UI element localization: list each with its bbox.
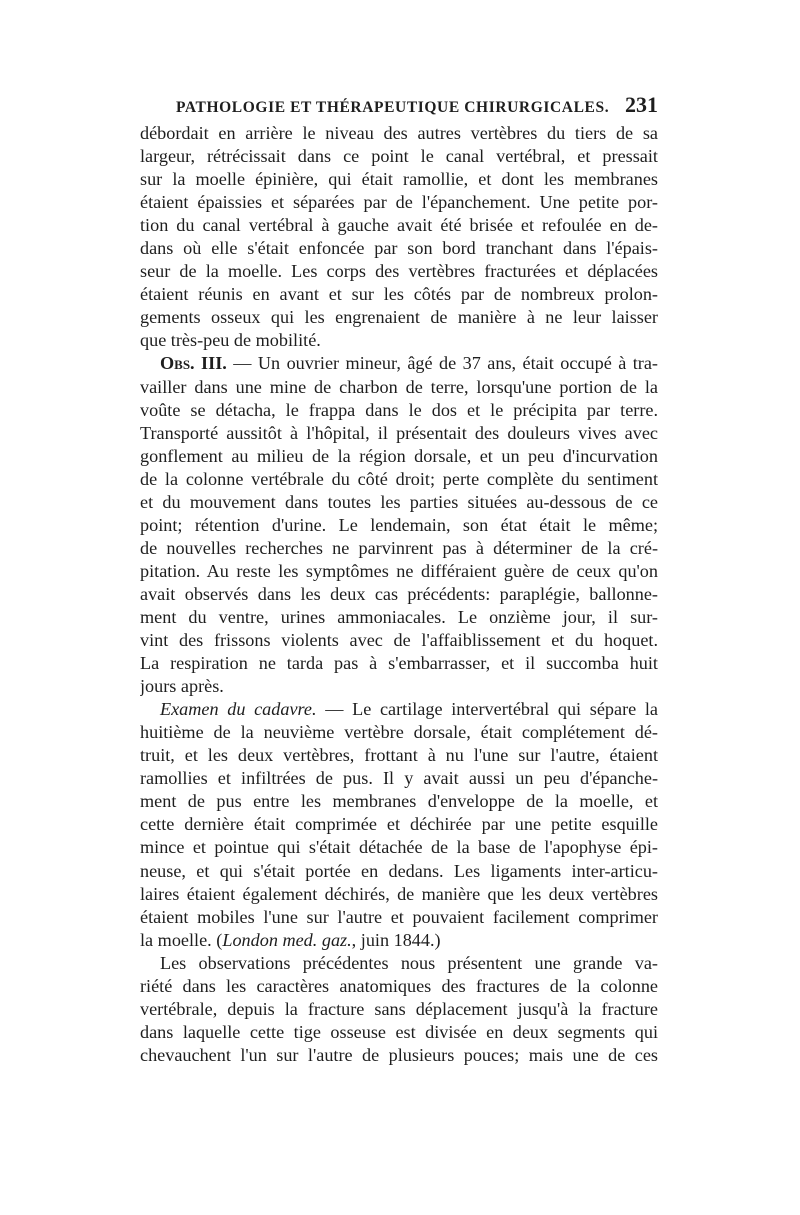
text-line: ramollies et infiltrées de pus. Il y avait aussi un peu d'épanche-: [140, 768, 658, 789]
text-line: laires étaient également déchirés, de manière que les deux vertèbres: [140, 883, 658, 904]
text-line: riété dans les caractères anatomiques des fractures de la colonne: [140, 975, 658, 996]
text-line: neuse, et qui s'était portée en dedans. Les ligaments inter-articu-: [140, 860, 658, 881]
text-line: avait observés dans les deux cas précédents: paraplégie, ballonne-: [140, 583, 658, 604]
text-line: étaient mobiles l'une sur l'autre et pouvaient facilement comprimer: [140, 906, 658, 927]
text-line: chevauchent l'un sur l'autre de plusieurs pouces; mais une de ces: [140, 1044, 658, 1065]
book-page: [140, 92, 658, 1067]
text-line: jours après.: [140, 676, 224, 697]
text-line: ment de pus entre les membranes d'enveloppe de la moelle, et: [140, 791, 658, 812]
text-line: vertébrale, depuis la fracture sans déplacement jusqu'à la fracture: [140, 998, 658, 1019]
text-line: ment du ventre, urines ammoniacales. Le onzième jour, il sur-: [140, 606, 658, 627]
text-line: La respiration ne tarda pas à s'embarrasser, et il succomba huit: [140, 653, 658, 674]
text-line: vint des frissons violents avec de l'affaiblissement et du hoquet.: [140, 630, 658, 651]
text-line: dans où elle s'était enfoncée par son bord tranchant dans l'épais-: [140, 238, 658, 259]
text-line: largeur, rétrécissait dans ce point le canal vertébral, et pressait: [140, 146, 658, 167]
text-line: voûte se détacha, le frappa dans le dos et le précipita par terre.: [140, 399, 658, 420]
citation: London med. gaz.: [222, 929, 352, 950]
text-line: débordait en arrière le niveau des autres vertèbres du tiers de sa: [140, 123, 658, 143]
text-line: cette dernière était comprimée et déchirée par une petite esquille: [140, 814, 658, 835]
observation-label: Obs. III.: [160, 353, 227, 374]
text-line: vailler dans une mine de charbon de terre, lorsqu'une portion de la: [140, 376, 658, 397]
text-line: [140, 698, 658, 721]
text-line: mince et pointue qui s'était détachée de la base de l'apophyse épi-: [140, 837, 658, 858]
observation-text: — Un ouvrier mineur, âgé de 37 ans, était occupé à tra-: [226, 353, 658, 374]
text-line: truit, et les deux vertèbres, frottant à nu l'une sur l'autre, étaient: [140, 745, 658, 766]
autopsy-section: [140, 698, 658, 952]
text-line: gements osseux qui les engrenaient de manière à ne leur laisser: [140, 307, 658, 328]
text-line: de nouvelles recherches ne parvinrent pas à déterminer de la cré-: [140, 537, 658, 558]
text-line: étaient épaissies et séparées par de l'épanchement. Une petite por-: [140, 192, 658, 213]
text-line: de la colonne vertébrale du côté droit; perte complète du sentiment: [140, 468, 658, 489]
text-line: seur de la moelle. Les corps des vertèbres fracturées et déplacées: [140, 261, 658, 282]
text-line: [140, 352, 658, 375]
text-fragment: , juin 1844.): [351, 929, 441, 950]
observation-3: [140, 352, 658, 698]
text-line: que très-peu de mobilité.: [140, 330, 321, 351]
text-line: et du mouvement dans toutes les parties situées au-dessous de ce: [140, 491, 658, 512]
text-line: sur la moelle épinière, qui était ramollie, et dont les membranes: [140, 169, 658, 190]
text-line: pitation. Au reste les symptômes ne différaient guère de ceux qu'on: [140, 560, 658, 581]
page-header: [176, 92, 658, 122]
text-line: Les observations précédentes nous présentent une grande va-: [160, 952, 658, 973]
text-fragment: la moelle. (: [140, 929, 223, 950]
text-line: tion du canal vertébral à gauche avait été brisée et refoulée en de-: [140, 215, 658, 236]
paragraph-4: [140, 952, 658, 1067]
section-text: — Le cartilage intervertébral qui sépare la: [316, 699, 658, 720]
paragraph-1: [140, 122, 658, 352]
text-line: point; rétention d'urine. Le lendemain, son état était le même;: [140, 514, 658, 535]
text-line: gonflement au milieu de la région dorsale, et un peu d'incurvation: [140, 445, 658, 466]
section-label: Examen du cadavre.: [160, 699, 317, 720]
text-line: huitième de la neuvième vertèbre dorsale, était complétement dé-: [140, 722, 658, 743]
page-number: 231: [625, 92, 658, 117]
running-title: PATHOLOGIE ET THÉRAPEUTIQUE CHIRURGICALES.: [176, 99, 610, 116]
text-line: Transporté aussitôt à l'hôpital, il présentait des douleurs vives avec: [140, 422, 658, 443]
text-line: étaient réunis en avant et sur les côtés par de nombreux prolon-: [140, 284, 658, 305]
text-line: [140, 929, 658, 952]
text-line: dans laquelle cette tige osseuse est divisée en deux segments qui: [140, 1021, 658, 1042]
